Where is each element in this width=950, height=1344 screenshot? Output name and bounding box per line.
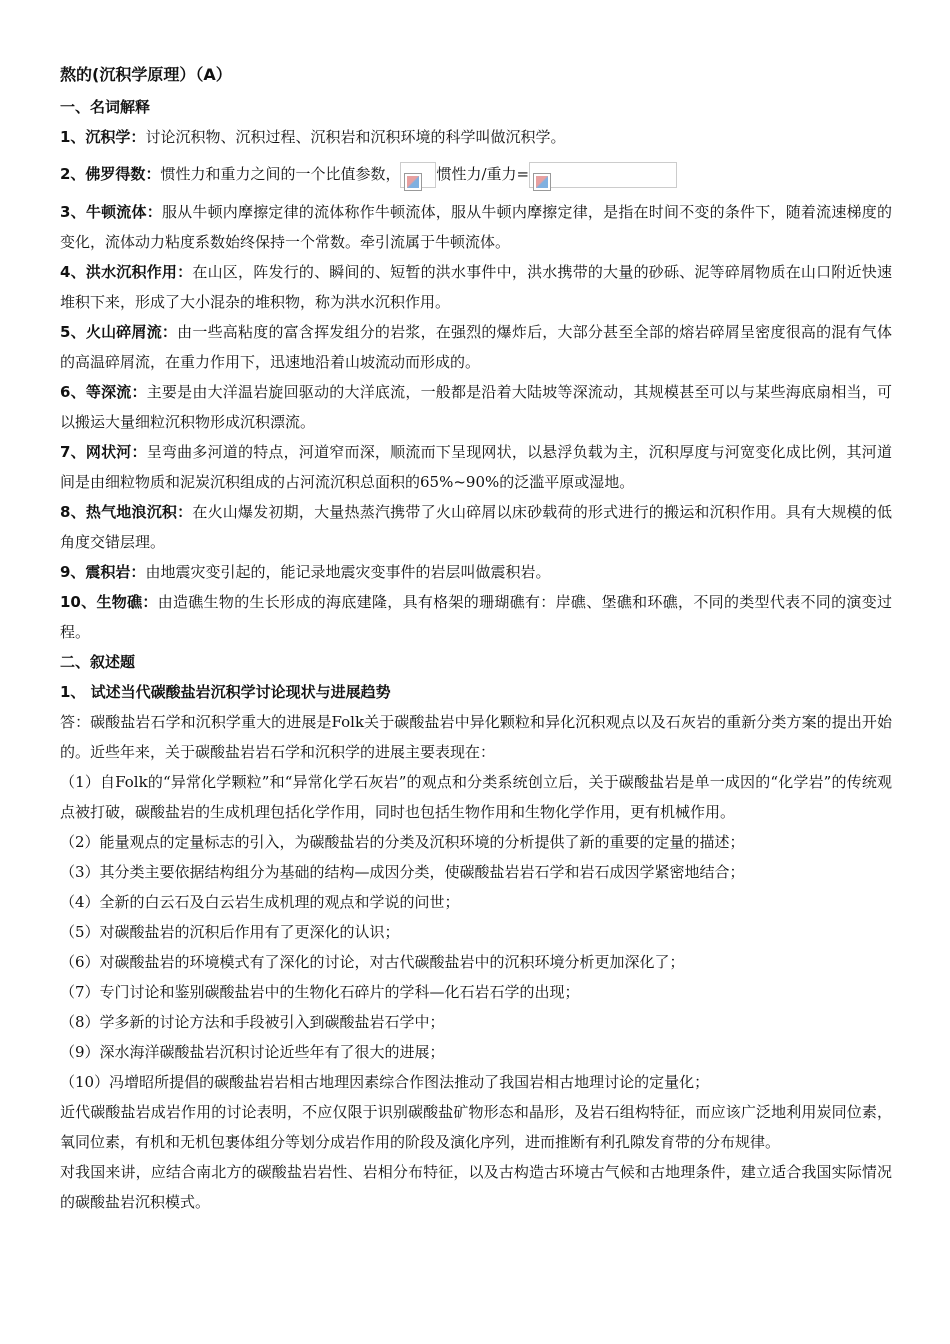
answer-point: （6）对碳酸盐岩的环境模式有了深化的讨论，对古代碳酸盐岩中的沉积环境分析更加深化了；: [60, 953, 685, 971]
definition-text: 由一些高粘度的富含挥发组分的岩浆，在强烈的爆炸后，大部分甚至全部的熔岩碎屑呈密度很高的混有气体的高温碎屑流，在重力作用下，迅速地沿着山坡流动而形成的。: [60, 323, 892, 371]
definition-3: [60, 197, 892, 257]
definition-text: 主要是由大洋温岩旋回驱动的大洋底流，一般都是沿着大陆坡等深流动，其规模甚至可以与某些海底扇相当，可以搬运大量细粒沉积物形成沉积漂流。: [60, 383, 892, 431]
answer-point: （1）自Folk的“异常化学颗粒”和“异常化学石灰岩”的观点和分类系统创立后，关于碳酸盐岩是单一成因的“化学岩”的传统观点被打破，碳酸盐岩的生成机理包括化学作用，同时也包括生物作用和生物化学作用，更有机械作用。: [60, 773, 892, 821]
definition-term: 2、佛罗得数：: [60, 165, 161, 183]
definition-6: [60, 377, 892, 437]
definition-4: [60, 257, 892, 317]
definition-text: 在火山爆发初期，大量热蒸汽携带了火山碎屑以床砂载荷的形式进行的搬运和沉积作用。具有大规模的低角度交错层理。: [60, 503, 892, 551]
answer-intro: 答：碳酸盐岩石学和沉积学重大的进展是Folk关于碳酸盐岩中异化颗粒和异化沉积观点以及石灰岩的重新分类方案的提出开始的。近些年来，关于碳酸盐岩岩石学和沉积学的进展主要表现在：: [60, 713, 892, 761]
answer-point: （5）对碳酸盐岩的沉积后作用有了更深化的认识；: [60, 923, 400, 941]
formula-image-2: [529, 162, 677, 188]
definition-10: [60, 587, 892, 647]
definition-term: 7、网状河：: [60, 443, 147, 461]
definition-1: [60, 122, 892, 152]
answer-point: （9）深水海洋碳酸盐岩沉积讨论近些年有了很大的进展；: [60, 1043, 445, 1061]
definition-term: 10、生物礁：: [60, 593, 158, 611]
definition-text: 服从牛顿内摩擦定律的流体称作牛顿流体，服从牛顿内摩擦定律，是指在时间不变的条件下，随着流速梯度的变化，流体动力粘度系数始终保持一个常数。牵引流属于牛顿流体。: [60, 203, 892, 251]
definition-text: 讨论沉积物、沉积过程、沉积岩和沉积环境的科学叫做沉积学。: [145, 128, 566, 146]
definition-5: [60, 317, 892, 377]
answer-point: （3）其分类主要依据结构组分为基础的结构—成因分类，使碳酸盐岩岩石学和岩石成因学紧密地结合；: [60, 863, 745, 881]
definition-9: [60, 557, 892, 587]
question-1: 1、 试述当代碳酸盐岩沉积学讨论现状与进展趋势: [60, 683, 391, 701]
answer-point: （4）全新的白云石及白云岩生成机理的观点和学说的问世；: [60, 893, 460, 911]
definition-term: 9、震积岩：: [60, 563, 146, 581]
definition-2: [60, 159, 892, 189]
definition-term: 3、牛顿流体：: [60, 203, 162, 221]
definition-text: 呈弯曲多河道的特点，河道窄而深，顺流而下呈现网状，以悬浮负载为主，沉积厚度与河宽变化成比例，其河道间是由细粒物质和泥炭沉积组成的占河流沉积总面积的65%~90%的泛滥平原或湿地。: [60, 443, 892, 491]
definition-text: 由造礁生物的生长形成的海底建隆，具有格架的珊瑚礁有：岸礁、堡礁和环礁，不同的类型代表不同的演变过程。: [60, 593, 892, 641]
answer-paragraph-china: 对我国来讲，应结合南北方的碳酸盐岩岩性、岩相分布特征，以及古构造古环境古气候和古地理条件，建立适合我国实际情况的碳酸盐岩沉积模式。: [60, 1163, 892, 1211]
section-heading-essay: 二、叙述题: [60, 653, 136, 671]
answer-point: （10）冯增昭所提倡的碳酸盐岩岩相古地理因素综合作图法推动了我国岩相古地理讨论的定量化；: [60, 1073, 710, 1091]
definition-7: [60, 437, 892, 497]
definition-8: [60, 497, 892, 557]
definition-term: 4、洪水沉积作用：: [60, 263, 193, 281]
definition-term: 5、火山碎屑流：: [60, 323, 178, 341]
answer-point: （7）专门讨论和鉴别碳酸盐岩中的生物化石碎片的学科—化石岩石学的出现；: [60, 983, 580, 1001]
definition-text: 由地震灾变引起的，能记录地震灾变事件的岩层叫做震积岩。: [145, 563, 551, 581]
definition-term: 1、沉积学：: [60, 128, 146, 146]
broken-image-icon: [404, 173, 422, 191]
answer-point: （2）能量观点的定量标志的引入，为碳酸盐岩的分类及沉积环境的分析提供了新的重要的定量的描述；: [60, 833, 745, 851]
definition-term: 8、热气地浪沉积：: [60, 503, 193, 521]
definition-text-2: 惯性力/重力=: [436, 165, 530, 183]
definition-text: 在山区，阵发行的、瞬间的、短暂的洪水事件中，洪水携带的大量的砂砾、泥等碎屑物质在山口附近快速堆积下来，形成了大小混杂的堆积物，称为洪水沉积作用。: [60, 263, 892, 311]
answer-point: （8）学多新的讨论方法和手段被引入到碳酸盐岩石学中；: [60, 1013, 445, 1031]
answer-paragraph-modern: 近代碳酸盐岩成岩作用的讨论表明，不应仅限于识别碳酸盐矿物形态和晶形，及岩石组构特征，而应该广泛地利用炭同位素，氧同位素，有机和无机包裹体组分等划分成岩作用的阶段及演化序列，进而推断有利孔隙发育带的分布规律。: [60, 1103, 892, 1151]
broken-image-icon: [533, 173, 551, 191]
section-heading-terms: 一、名词解释: [60, 98, 151, 116]
definition-term: 6、等深流：: [60, 383, 147, 401]
definition-text: 惯性力和重力之间的一个比值参数，: [160, 165, 401, 183]
document-title: 熬的(沉积学原理）（A）: [60, 65, 232, 84]
document-page: [60, 58, 892, 1217]
formula-image-1: [400, 162, 436, 188]
